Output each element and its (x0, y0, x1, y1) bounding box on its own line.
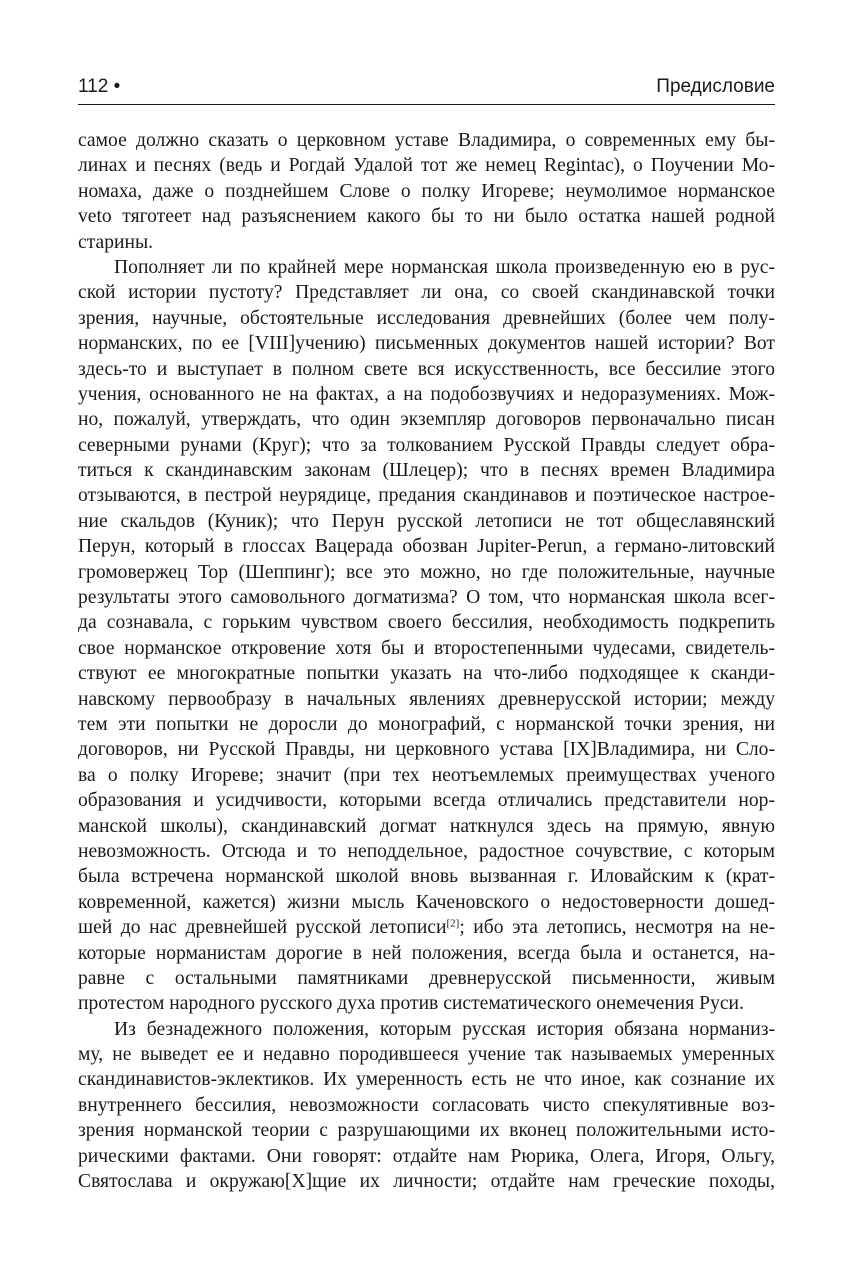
text-line: навскому первообразу в начальных явлениях древнерусской истории; между (78, 688, 775, 710)
text-line: Перун, который в глоссах Вацерада обозван Jupiter-Perun, а германо-литовский (78, 536, 775, 558)
text-line: Святослава и окружаю[X]щие их личности; отдайте нам греческие походы, (78, 1171, 775, 1193)
text-line: громовержец Тор (Шеппинг); все это можно, но где положительные, научные (78, 561, 775, 583)
text-line: свое норманское откровение хотя бы и второстепенными чудесами, свидетель- (78, 637, 775, 659)
body-text (78, 128, 775, 1194)
running-header (78, 70, 775, 105)
text-line: ствуют ее многократные попытки указать на что-либо подходящее к сканди- (78, 663, 775, 685)
text-line: но, пожалуй, утверждать, что один экземпляр договоров первоначально писан (78, 409, 775, 431)
text-line: здесь-то и выступает в полном свете вся искусственность, все бессилие этого (78, 358, 775, 380)
text-line: равне с остальными памятниками древнерусской письменности, живым (78, 967, 775, 989)
running-title: Предисловие (656, 76, 775, 97)
text-line: результаты этого самовольного догматизма? О том, что норманская школа всег- (78, 587, 775, 609)
text-line: была встречена норманской школой вновь вызванная г. Иловайским к (крат- (78, 866, 775, 888)
text-line: учения, основанного не на фактах, а на подобозвучиях и недоразумениях. Мож- (78, 383, 775, 405)
text-line: самое должно сказать о церковном уставе Владимира, о современных ему бы- (78, 130, 775, 151)
text-segment: шей до нас древнейшей русской летописи (78, 917, 447, 939)
text-line: договоров, ни Русской Правды, ни церковного устава [IX]Владимира, ни Сло- (78, 739, 775, 761)
text-line: рическими фактами. Они говорят: отдайте нам Рюрика, Олега, Игоря, Ольгу, (78, 1145, 775, 1167)
text-line: линах и песнях (ведь и Рогдай Удалой тот же немец Regintac), о Поучении Мо- (78, 155, 775, 177)
text-line: му, не выведет ее и недавно породившееся учение так называемых умеренных (78, 1044, 775, 1066)
text-line: старины. (78, 231, 154, 253)
text-line: ковременной, кажется) жизни мысль Каченовского о недостоверности дошед- (78, 891, 775, 913)
text-line: тем эти попытки не доросли до монографий, с норманской точки зрения, ни (78, 713, 775, 735)
text-line: северными рунами (Круг); что за толкованием Русской Правды следует обра- (78, 434, 775, 456)
text-line: Пополняет ли по крайней мере норманская школа произведенную ею в рус- (114, 256, 775, 278)
text-line: титься к скандинавским законам (Шлецер); что в песнях времен Владимира (78, 460, 775, 482)
text-line: невозможность. Отсюда и то неподдельное, радостное сочувствие, с которым (78, 840, 775, 862)
text-line: veto тяготеет над разъяснением какого бы то ни было остатка нашей родной (78, 206, 775, 228)
text-line: номаха, даже о позднейшем Слове о полку Игореве; неумолимое норманское (78, 180, 775, 202)
text-line: ние скальдов (Куник); что Перун русской летописи не тот общеславянский (78, 510, 775, 532)
text-line: ской истории пустоту? Представляет ли она, со своей скандинавской точки (78, 282, 775, 304)
text-line: норманских, по ее [VIII]учению) письменных документов нашей истории? Вот (78, 333, 775, 355)
text-line: внутреннего бессилия, невозможности согласовать чисто спекулятивные воз- (78, 1094, 775, 1116)
page-number: 112 • (78, 76, 121, 97)
text-line-with-footnote (78, 915, 775, 940)
footnote-ref[interactable]: [2] (446, 917, 460, 930)
text-line: да сознавала, с горьким чувством своего бессилия, необходимость подкрепить (78, 612, 775, 634)
text-line: отзываются, в пестрой неурядице, предания скандинавов и поэтическое настрое- (78, 485, 775, 507)
text-line: зрения норманской теории с разрушающими их вконец положительными исто- (78, 1120, 775, 1142)
text-line: образования и усидчивости, которыми всегда отличались представители нор- (78, 790, 775, 812)
text-line: которые норманистам дорогие в ней положения, всегда была и останется, на- (78, 942, 775, 964)
text-line: протестом народного русского духа против систематического онемечения Руси. (78, 993, 744, 1015)
text-line: скандинавистов-эклектиков. Их умеренность есть не что иное, как сознание их (78, 1069, 775, 1091)
text-line: зрения, научные, обстоятельные исследования древнейших (более чем полу- (78, 307, 775, 329)
text-line: Из безнадежного положения, которым русская история обязана норманиз- (114, 1018, 775, 1040)
text-line: манской школы), скандинавский догмат наткнулся здесь на прямую, явную (78, 815, 775, 837)
text-line: ва о полку Игореве; значит (при тех неотъемлемых преимуществах ученого (78, 764, 775, 786)
text-segment: ; ибо эта летопись, несмотря на не- (459, 917, 775, 939)
